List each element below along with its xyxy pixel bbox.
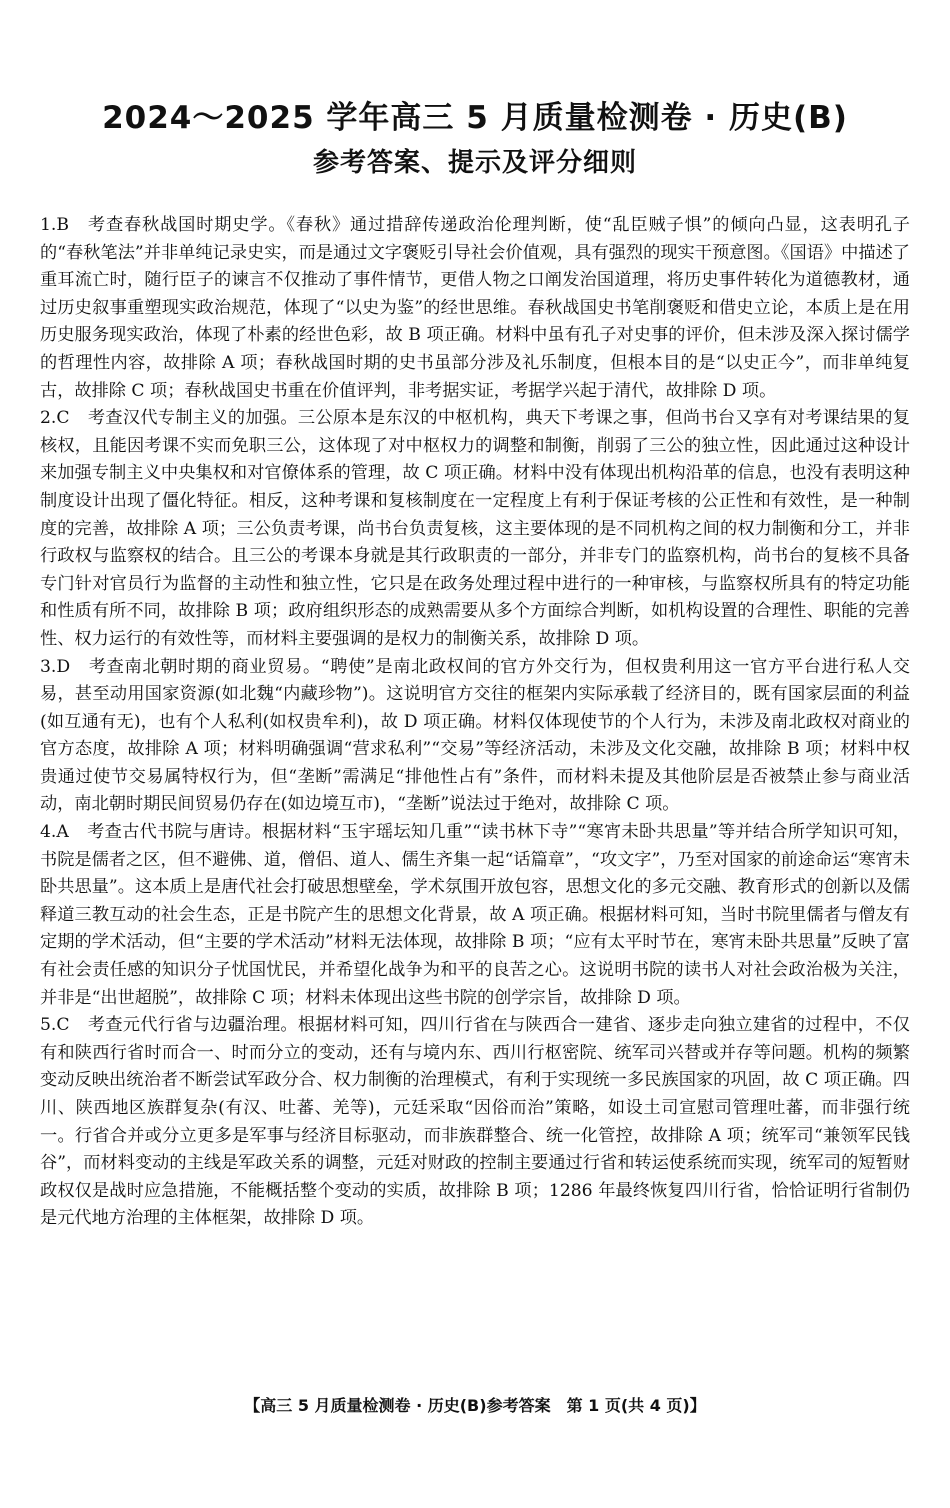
answer-letter: A xyxy=(56,822,69,843)
question-number: 5. xyxy=(40,1015,57,1036)
answer-item-3 xyxy=(40,654,910,820)
question-number: 4. xyxy=(40,822,57,843)
question-number: 2. xyxy=(40,408,57,429)
answer-letter: C xyxy=(56,408,70,429)
document-title: 2024～2025 学年高三 5 月质量检测卷 · 历史(B) xyxy=(102,100,848,136)
answer-list xyxy=(40,212,910,1233)
answer-item-1 xyxy=(40,212,910,405)
explanation-text: 考查古代书院与唐诗。根据材料“玉宇瑶坛知几重”“读书林下寺”“寒宵未卧共思量”等并结合所学知识可知，书院是儒者之区，但不避佛、道，僧侣、道人、儒生齐集一起“话篇章”，“攻文字”，乃至对国家的前途命运“寒宵未卧共思量”。这本质上是唐代社会打破思想壁垒，学术氛围开放包容，思想文化的多元交融、教育形式的创新以及儒释道三教互动的社会生态，正是书院产生的思想文化背景，故 A 项正确。根据材料可知，当时书院里儒者与僧友有定期的学术活动，但“主要的学术活动”材料无法体现，故排除 B 项；“应有太平时节在，寒宵未卧共思量”反映了富有社会责任感的知识分子忧国忧民，并希望化战争为和平的良苦之心。这说明书院的读书人对社会政治极为关注，并非是“出世超脱”，故排除 C 项；材料未体现出这些书院的创学宗旨，故排除 D 项。 xyxy=(40,822,910,1008)
answer-item-4 xyxy=(40,819,910,1012)
question-number: 1. xyxy=(40,215,57,235)
explanation-text: 考查汉代专制主义的加强。三公原本是东汉的中枢机构，典天下考课之事，但尚书台又享有对考课结果的复核权，且能因考课不实而免职三公，这体现了对中枢权力的调整和制衡，削弱了三公的独立性，因此通过这种设计来加强专制主义中央集权和对官僚体系的管理，故 C 项正确。材料中没有体现出机构沿革的信息，也没有表明这种制度设计出现了僵化特征。相反，这种考课和复核制度在一定程度上有利于保证考核的公正性和有效性，是一种制度的完善，故排除 A 项；三公负责考课，尚书台负责复核，这主要体现的是不同机构之间的权力制衡和分工，并非行政权与监察权的结合。且三公的考课本身就是其行政职责的一部分，并非专门的监察机构，尚书台的复核不具备专门针对官员行为监督的主动性和独立性，它只是在政务处理过程中进行的一种审核，与监察权所具有的特定功能和性质有所不同，故排除 B 项；政府组织形态的成熟需要从多个方面综合判断，如机构设置的合理性、职能的完善性、权力运行的有效性等，而材料主要强调的是权力的制衡关系，故排除 D 项。 xyxy=(40,408,910,649)
explanation-text: 考查春秋战国时期史学。《春秋》通过措辞传递政治伦理判断，使“乱臣贼子惧”的倾向凸显，这表明孔子的“春秋笔法”并非单纯记录史实，而是通过文字褒贬引导社会价值观，具有强烈的现实干预意图。《国语》中描述了重耳流亡时，随行臣子的谏言不仅推动了事件情节，更借人物之口阐发治国道理，将历史事件转化为道德教材，通过历史叙事重塑现实政治规范，体现了“以史为鉴”的经世思维。春秋战国史书笔削褒贬和借史立论，本质上是在用历史服务现实政治，体现了朴素的经世色彩，故 B 项正确。材料中虽有孔子对史事的评价，但未涉及深入探讨儒学的哲理性内容，故排除 A 项；春秋战国时期的史书虽部分涉及礼乐制度，但根本目的是“以史正今”，而非单纯复古，故排除 C 项；春秋战国史书重在价值评判，非考据实证，考据学兴起于清代，故排除 D 项。 xyxy=(40,215,910,401)
answer-letter: B xyxy=(56,215,70,235)
answer-item-5 xyxy=(40,1012,910,1233)
answer-letter: D xyxy=(56,656,71,677)
page-footer: 【高三 5 月质量检测卷 · 历史(B)参考答案 第 1 页(共 4 页)】 xyxy=(244,1396,706,1415)
explanation-text: 考查元代行省与边疆治理。根据材料可知，四川行省在与陕西合一建省、逐步走向独立建省的过程中，不仅有和陕西行省时而合一、时而分立的变动，还有与境内东、西川行枢密院、统军司兴替或并存等问题。机构的频繁变动反映出统治者不断尝试军政分合、权力制衡的治理模式，有利于实现统一多民族国家的巩固，故 C 项正确。四川、陕西地区族群复杂(有汉、吐蕃、羌等)，元廷采取“因俗而治”策略，如设土司宣慰司管理吐蕃，而非强行统一。行省合并或分立更多是军事与经济目标驱动，而非族群整合、统一化管控，故排除 A 项；统军司“兼领军民钱谷”，而材料变动的主线是军政关系的调整，元廷对财政的控制主要通过行省和转运使系统而实现，统军司的短暂财政权仅是战时应急措施，不能概括整个变动的实质，故排除 B 项；1286 年最终恢复四川行省，恰恰证明行省制仍是元代地方治理的主体框架，故排除 D 项。 xyxy=(40,1015,910,1229)
answer-letter: C xyxy=(56,1015,70,1036)
document-subtitle: 参考答案、提示及评分细则 xyxy=(312,148,637,178)
explanation-text: 考查南北朝时期的商业贸易。“聘使”是南北政权间的官方外交行为，但权贵利用这一官方平台进行私人交易，甚至动用国家资源(如北魏“内藏珍物”)。这说明官方交往的框架内实际承载了经济目的，既有国家层面的利益(如互通有无)，也有个人私利(如权贵牟利)，故 D 项正确。材料仅体现使节的个人行为，未涉及南北政权对商业的官方态度，故排除 A 项；材料明确强调“营求私利”“交易”等经济活动，未涉及文化交融，故排除 B 项；材料中权贵通过使节交易属特权行为，但“垄断”需满足“排他性占有”条件，而材料未提及其他阶层是否被禁止参与商业活动，南北朝时期民间贸易仍存在(如边境互市)，“垄断”说法过于绝对，故排除 C 项。 xyxy=(40,656,910,815)
question-number: 3. xyxy=(40,656,57,677)
answer-item-2 xyxy=(40,405,910,653)
